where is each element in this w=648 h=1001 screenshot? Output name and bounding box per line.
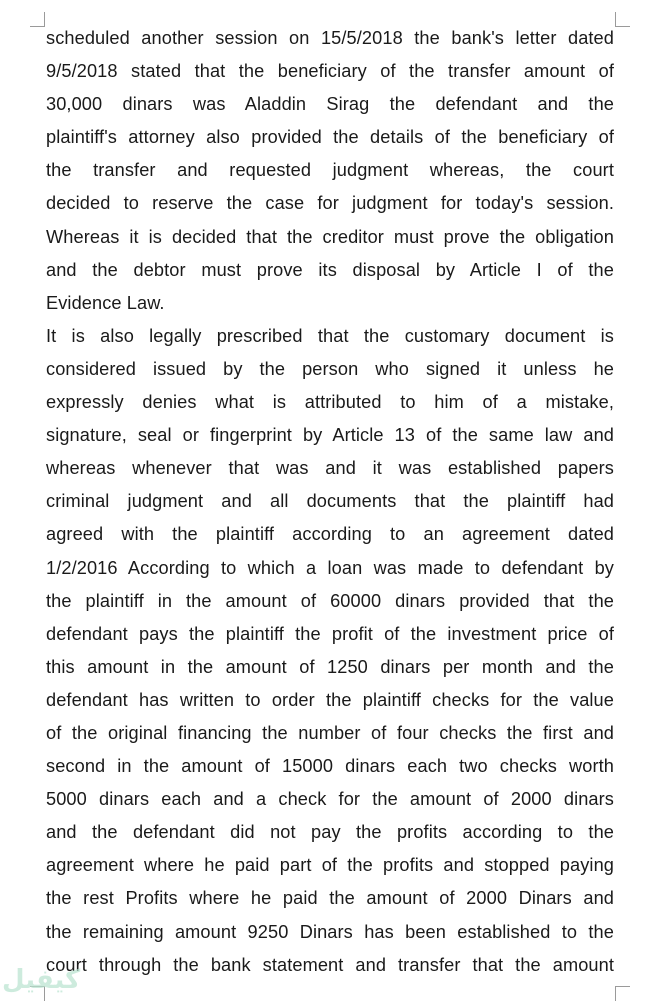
text-line: whereas whenever that was and it was established papers [46, 458, 614, 479]
text-line: second in the amount of 15000 dinars each two checks worth [46, 756, 614, 777]
text-line: defendant pays the plaintiff the profit of the investment price of [46, 623, 614, 644]
text-line: expressly denies what is attributed to him of a mistake, [46, 392, 614, 413]
text-line: the transfer and requested judgment whereas, the court [46, 160, 614, 181]
page-corner-mark-bottom-right [615, 986, 630, 1001]
text-line: scheduled another session on 15/5/2018 the bank's letter dated [46, 28, 614, 48]
text-line-paragraph-end: Evidence Law. [46, 292, 165, 313]
text-line: of the original financing the number of four checks the first and [46, 722, 614, 743]
text-line: plaintiff's attorney also provided the details of the beneficiary of [46, 127, 614, 148]
page-corner-mark-top-right [615, 12, 630, 27]
text-line: this amount in the amount of 1250 dinars per month and the [46, 656, 614, 677]
text-line: and the debtor must prove its disposal by Article I of the [46, 259, 614, 280]
text-line: the rest Profits where he paid the amount of 2000 Dinars and [46, 888, 614, 909]
text-line: signature, seal or fingerprint by Article 13 of the same law and [46, 425, 614, 446]
text-line: 1/2/2016 According to which a loan was made to defendant by [46, 557, 614, 578]
text-line: considered issued by the person who signed it unless he [46, 358, 614, 379]
text-line: 9/5/2018 stated that the beneficiary of the transfer amount of [46, 61, 614, 82]
text-line: criminal judgment and all documents that the plaintiff had [46, 491, 614, 512]
text-line: the plaintiff in the amount of 60000 dinars provided that the [46, 590, 614, 611]
text-line: court through the bank statement and transfer that the amount [46, 954, 614, 975]
text-line: and the defendant did not pay the profits according to the [46, 822, 614, 843]
text-line: decided to reserve the case for judgment for today's session. [46, 193, 614, 214]
watermark-logo: كيفيل [2, 965, 81, 995]
text-line: Whereas it is decided that the creditor must prove the obligation [46, 226, 614, 247]
text-line: 30,000 dinars was Aladdin Sirag the defendant and the [46, 94, 614, 115]
text-line: 5000 dinars each and a check for the amount of 2000 dinars [46, 789, 614, 810]
text-line: agreed with the plaintiff according to an agreement dated [46, 524, 614, 545]
text-line: the remaining amount 9250 Dinars has been established to the [46, 921, 614, 942]
text-line: It is also legally prescribed that the customary document is [46, 325, 614, 346]
text-line: defendant has written to order the plaintiff checks for the value [46, 689, 614, 710]
page-corner-mark-top-left [30, 12, 45, 27]
document-body-text [46, 22, 614, 982]
text-line: agreement where he paid part of the profits and stopped paying [46, 855, 614, 876]
